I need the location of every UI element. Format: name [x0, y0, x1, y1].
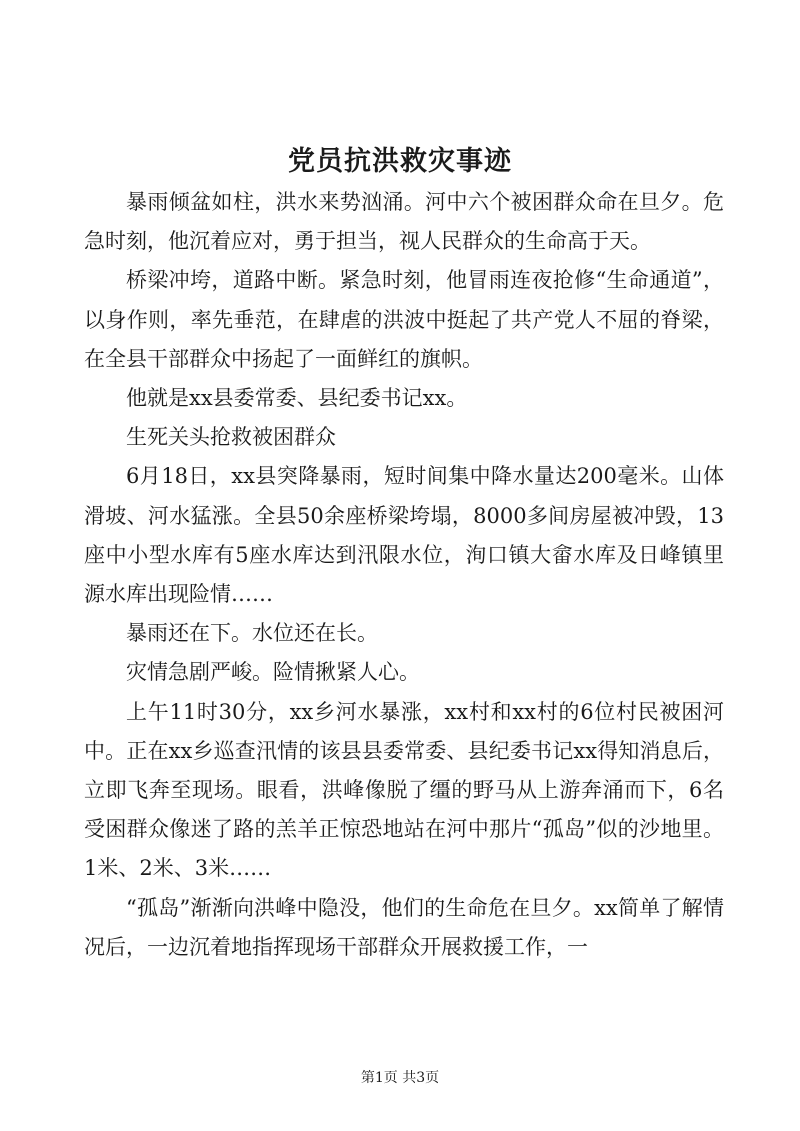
- paragraph: 桥梁冲垮，道路中断。紧急时刻，他冒雨连夜抢修“生命通道”，以身作则，率先垂范，在肆虐的洪波中挺起了共产党人不屈的脊梁，在全县干部群众中扬起了一面鲜红的旗帜。: [84, 268, 724, 371]
- page-footer: 第1页 共3页: [360, 1070, 440, 1086]
- paragraph: 他就是xx县委常委、县纪委书记xx。: [126, 386, 468, 411]
- document-body: [84, 183, 724, 967]
- paragraph: 暴雨还在下。水位还在长。: [126, 621, 378, 646]
- paragraph: “孤岛”渐渐向洪峰中隐没，他们的生命危在旦夕。xx简单了解情况后，一边沉着地指挥现场干部群众开展救援工作，一: [84, 895, 724, 959]
- paragraph: 上午11时30分，xx乡河水暴涨，xx村和xx村的6位村民被困河中。正在xx乡巡查汛情的该县县委常委、县纪委书记xx得知消息后，立即飞奔至现场。眼看，洪峰像脱了缰的野马从上游奔涌而下，6名受困群众像迷了路的羔羊正惊恐地站在河中那片“孤岛”似的沙地里。1米、2米、3米……: [84, 699, 724, 881]
- paragraph: 灾情急剧严峻。险情揪紧人心。: [126, 660, 420, 685]
- document-title: 党员抗洪救灾事迹: [288, 146, 512, 177]
- section-heading: 生死关头抢救被困群众: [126, 425, 336, 450]
- paragraph: 6月18日，xx县突降暴雨，短时间集中降水量达200毫米。山体滑坡、河水猛涨。全县50余座桥梁垮塌，8000多间房屋被冲毁，13座中小型水库有5座水库达到汛限水位，洵口镇大畲水库及日峰镇里源水库出现险情……: [84, 464, 724, 607]
- paragraph: 暴雨倾盆如柱，洪水来势汹涌。河中六个被困群众命在旦夕。危急时刻，他沉着应对，勇于担当，视人民群众的生命高于天。: [84, 190, 724, 254]
